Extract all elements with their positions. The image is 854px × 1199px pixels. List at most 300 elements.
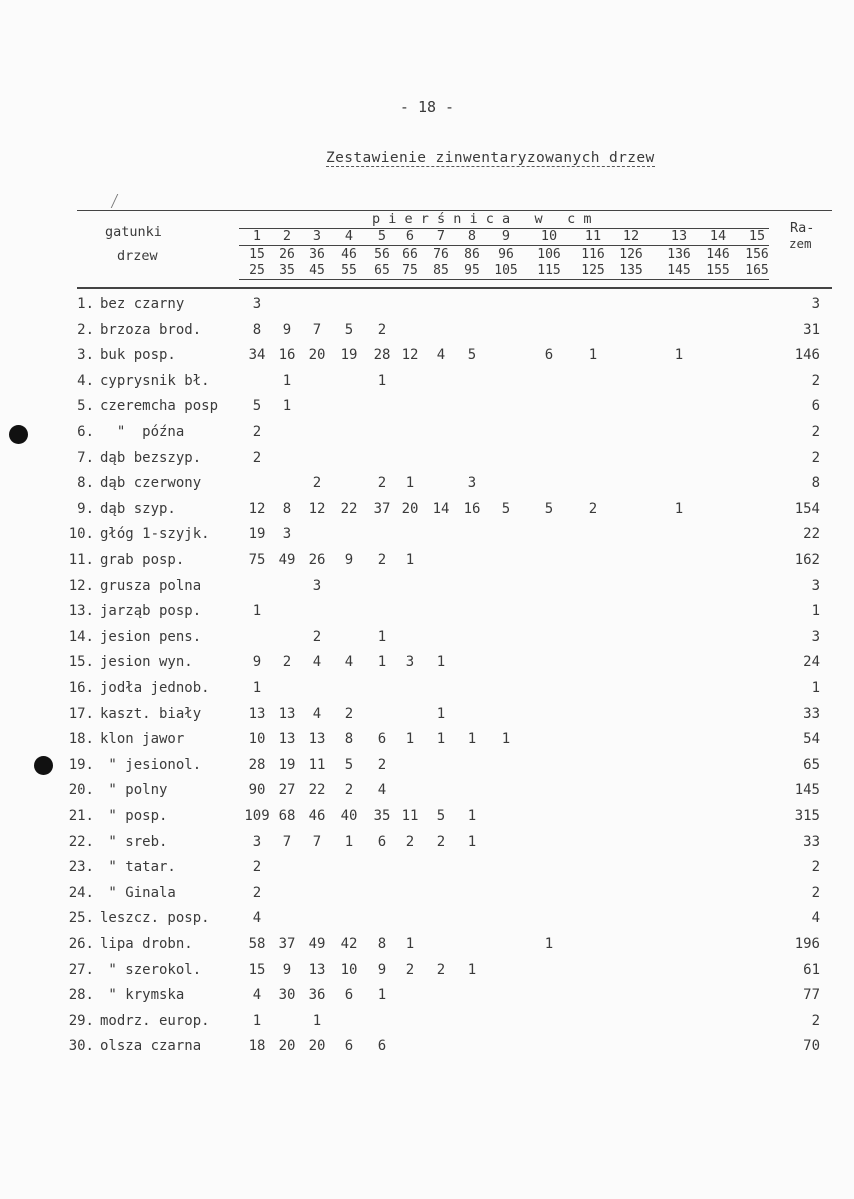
tree-count-cell: 2 <box>377 321 387 338</box>
row-number: 11. <box>68 552 94 568</box>
tree-count-cell: 46 <box>308 808 326 824</box>
tree-count-cell: 3 <box>282 526 292 543</box>
class-range-to: 165 <box>745 263 769 278</box>
class-range-from: 15 <box>249 247 265 262</box>
row-number: 2. <box>77 321 94 338</box>
tree-count-cell: 6 <box>344 987 354 1004</box>
tree-count-cell: 19 <box>340 347 358 364</box>
tree-count-cell: 1 <box>405 731 415 748</box>
tree-count-cell: 7 <box>282 833 292 850</box>
tree-count-cell: 2 <box>405 833 415 850</box>
tree-count-cell: 11 <box>308 756 326 773</box>
row-number: 10. <box>68 526 94 543</box>
tree-count-cell: 2 <box>588 500 598 517</box>
tree-count-cell: 1 <box>377 987 387 1004</box>
species-name: dąb czerwony <box>100 475 202 492</box>
total-header-line1: Ra- <box>790 220 815 236</box>
row-number: 24. <box>68 884 94 901</box>
row-total: 154 <box>794 500 820 517</box>
species-name: " Ginala <box>100 884 176 901</box>
class-number: 11 <box>584 228 602 244</box>
row-total: 6 <box>811 398 820 415</box>
tree-count-cell: 68 <box>278 808 296 824</box>
tree-count-cell: 1 <box>501 731 511 748</box>
tree-count-cell: 1 <box>252 603 262 620</box>
species-name: cyprysnik bł. <box>100 372 210 389</box>
tree-count-cell: 4 <box>252 910 262 927</box>
species-name: " posp. <box>100 808 168 824</box>
class-number: 12 <box>622 228 640 244</box>
tree-count-cell: 4 <box>377 782 387 799</box>
class-range-from: 146 <box>706 247 730 262</box>
species-name: " polny <box>100 782 168 799</box>
tree-count-cell: 27 <box>278 782 296 799</box>
row-total: 145 <box>794 782 820 799</box>
tree-count-cell: 9 <box>344 552 354 568</box>
tree-count-cell: 26 <box>308 552 326 568</box>
class-range-to: 125 <box>581 263 605 278</box>
tree-count-cell: 35 <box>373 808 391 824</box>
table-row <box>0 680 854 704</box>
tree-count-cell: 6 <box>377 1038 387 1055</box>
row-number: 16. <box>68 680 94 696</box>
tree-count-cell: 4 <box>252 987 262 1004</box>
row-number: 9. <box>77 500 94 517</box>
tree-count-cell: 5 <box>501 500 511 517</box>
species-name: grusza polna <box>100 577 202 594</box>
tree-count-cell: 109 <box>244 808 270 824</box>
row-number: 27. <box>68 961 94 978</box>
tree-count-cell: 13 <box>308 961 326 978</box>
row-number: 19. <box>68 756 94 773</box>
table-row <box>0 475 854 499</box>
class-range-to: 155 <box>706 263 730 278</box>
row-number: 12. <box>68 577 94 594</box>
row-number: 17. <box>68 705 94 722</box>
tree-count-cell: 2 <box>312 475 322 492</box>
species-name: jesion wyn. <box>100 654 193 671</box>
class-range-from: 106 <box>537 247 561 262</box>
tree-count-cell: 2 <box>344 705 354 722</box>
tree-count-cell: 1 <box>674 347 684 364</box>
table-row <box>0 347 854 371</box>
tree-count-cell: 30 <box>278 987 296 1004</box>
row-number: 23. <box>68 859 94 876</box>
tree-count-cell: 12 <box>248 500 266 517</box>
tree-count-cell: 1 <box>467 833 477 850</box>
row-total: 61 <box>803 961 820 978</box>
tree-count-cell: 18 <box>248 1038 266 1055</box>
class-number: 5 <box>377 228 387 244</box>
row-number: 14. <box>68 628 94 645</box>
document-title: Zestawienie zinwentaryzowanych drzew <box>326 150 655 166</box>
tree-count-cell: 2 <box>436 961 446 978</box>
tree-count-cell: 6 <box>377 731 387 748</box>
tree-count-cell: 5 <box>467 347 477 364</box>
tree-count-cell: 1 <box>377 628 387 645</box>
row-total: 54 <box>803 731 820 748</box>
tree-count-cell: 1 <box>282 398 292 415</box>
tree-count-cell: 8 <box>377 936 387 952</box>
tree-count-cell: 5 <box>544 500 554 517</box>
row-number: 20. <box>68 782 94 799</box>
row-number: 13. <box>68 603 94 620</box>
tree-count-cell: 90 <box>248 782 266 799</box>
row-number: 8. <box>77 475 94 492</box>
table-row <box>0 936 854 960</box>
species-name: klon jawor <box>100 731 185 748</box>
row-total: 3 <box>811 577 820 594</box>
tree-count-cell: 1 <box>405 936 415 952</box>
row-total: 1 <box>811 680 820 696</box>
class-number: 9 <box>501 228 511 244</box>
tree-count-cell: 4 <box>344 654 354 671</box>
tree-count-cell: 2 <box>377 475 387 492</box>
species-name: jesion pens. <box>100 628 202 645</box>
species-name: lipa drobn. <box>100 936 193 952</box>
row-number: 26. <box>68 936 94 952</box>
row-number: 29. <box>68 1012 94 1029</box>
tree-count-cell: 5 <box>436 808 446 824</box>
tree-count-cell: 3 <box>252 833 262 850</box>
tree-count-cell: 1 <box>436 705 446 722</box>
tree-count-cell: 3 <box>405 654 415 671</box>
row-total: 2 <box>811 449 820 466</box>
class-range-to: 115 <box>537 263 561 278</box>
row-number: 28. <box>68 987 94 1004</box>
table-row <box>0 501 854 525</box>
tree-count-cell: 1 <box>467 808 477 824</box>
table-row <box>0 1038 854 1062</box>
row-number: 6. <box>77 424 94 440</box>
row-total: 3 <box>811 628 820 645</box>
tree-count-cell: 4 <box>312 705 322 722</box>
species-name: " sreb. <box>100 833 168 850</box>
tree-count-cell: 1 <box>344 833 354 850</box>
table-row <box>0 782 854 806</box>
tree-count-cell: 40 <box>340 808 358 824</box>
row-number: 5. <box>77 398 94 415</box>
tree-count-cell: 2 <box>252 449 262 466</box>
row-total: 1 <box>811 603 820 620</box>
row-total: 24 <box>803 654 820 671</box>
row-total: 2 <box>811 1012 820 1029</box>
row-number: 21. <box>68 808 94 824</box>
tree-count-cell: 13 <box>248 705 266 722</box>
table-row <box>0 757 854 781</box>
tree-count-cell: 58 <box>248 936 266 952</box>
tree-count-cell: 2 <box>252 884 262 901</box>
tree-count-cell: 6 <box>377 833 387 850</box>
class-range-to: 45 <box>309 263 325 278</box>
table-row <box>0 398 854 422</box>
tree-count-cell: 13 <box>278 705 296 722</box>
tree-count-cell: 1 <box>467 961 477 978</box>
class-range-from: 96 <box>498 247 514 262</box>
tree-count-cell: 16 <box>463 500 481 517</box>
tree-count-cell: 34 <box>248 347 266 364</box>
class-range-from: 76 <box>433 247 449 262</box>
species-name: brzoza brod. <box>100 321 202 338</box>
tree-count-cell: 4 <box>436 347 446 364</box>
class-number: 2 <box>282 228 292 244</box>
tree-count-cell: 2 <box>252 424 262 440</box>
class-range-to: 105 <box>494 263 518 278</box>
tree-count-cell: 14 <box>432 500 450 517</box>
class-range-from: 26 <box>279 247 295 262</box>
tree-count-cell: 1 <box>436 654 446 671</box>
tree-count-cell: 1 <box>252 680 262 696</box>
tree-count-cell: 20 <box>308 1038 326 1055</box>
row-number: 25. <box>68 910 94 927</box>
binder-hole <box>9 425 28 444</box>
class-range-from: 86 <box>464 247 480 262</box>
row-total: 33 <box>803 705 820 722</box>
table-row <box>0 910 854 934</box>
tree-count-cell: 1 <box>674 500 684 517</box>
tree-count-cell: 8 <box>282 500 292 517</box>
tree-count-cell: 2 <box>282 654 292 671</box>
row-number: 18. <box>68 731 94 748</box>
class-range-from: 46 <box>341 247 357 262</box>
table-row <box>0 706 854 730</box>
species-name: buk posp. <box>100 347 176 364</box>
page-number: - 18 - <box>399 98 455 116</box>
table-row <box>0 654 854 678</box>
tree-count-cell: 19 <box>248 526 266 543</box>
table-row <box>0 296 854 320</box>
total-header-line2: zem <box>789 236 812 251</box>
tree-count-cell: 5 <box>252 398 262 415</box>
tree-count-cell: 20 <box>278 1038 296 1055</box>
row-total: 2 <box>811 884 820 901</box>
class-range-to: 35 <box>279 263 295 278</box>
table-row <box>0 808 854 832</box>
row-total: 4 <box>811 910 820 927</box>
tree-count-cell: 1 <box>282 372 292 389</box>
table-row <box>0 450 854 474</box>
class-range-from: 36 <box>309 247 325 262</box>
tree-count-cell: 11 <box>401 808 419 824</box>
row-total: 2 <box>811 859 820 876</box>
row-total: 33 <box>803 833 820 850</box>
row-number: 3. <box>77 347 94 364</box>
species-header-line1: gatunki <box>105 224 162 240</box>
tree-count-cell: 12 <box>401 347 419 364</box>
species-name: dąb bezszyp. <box>100 449 202 466</box>
tree-count-cell: 15 <box>248 961 266 978</box>
row-total: 162 <box>794 552 820 568</box>
tree-count-cell: 2 <box>436 833 446 850</box>
table-header-rule <box>77 287 832 289</box>
class-range-to: 75 <box>402 263 418 278</box>
tree-count-cell: 49 <box>308 936 326 952</box>
tree-count-cell: 4 <box>312 654 322 671</box>
tree-count-cell: 5 <box>344 756 354 773</box>
row-total: 3 <box>811 296 820 312</box>
tree-count-cell: 1 <box>588 347 598 364</box>
table-row <box>0 373 854 397</box>
species-name: głóg 1-szyjk. <box>100 526 210 543</box>
tree-count-cell: 22 <box>340 500 358 517</box>
row-number: 4. <box>77 372 94 389</box>
row-total: 8 <box>811 475 820 492</box>
tree-count-cell: 3 <box>312 577 322 594</box>
tree-count-cell: 10 <box>248 731 266 748</box>
tree-count-cell: 1 <box>377 654 387 671</box>
table-row <box>0 526 854 550</box>
tree-count-cell: 1 <box>467 731 477 748</box>
row-number: 15. <box>68 654 94 671</box>
table-row <box>0 859 854 883</box>
tree-count-cell: 9 <box>377 961 387 978</box>
class-number: 8 <box>467 228 477 244</box>
row-total: 70 <box>803 1038 820 1055</box>
tree-count-cell: 49 <box>278 552 296 568</box>
table-row <box>0 322 854 346</box>
class-number: 1 <box>252 228 262 244</box>
tree-count-cell: 9 <box>252 654 262 671</box>
tree-count-cell: 1 <box>377 372 387 389</box>
tree-count-cell: 8 <box>252 321 262 338</box>
tree-count-cell: 2 <box>344 782 354 799</box>
species-name: " jesionol. <box>100 756 202 773</box>
table-row <box>0 424 854 448</box>
row-total: 2 <box>811 424 820 440</box>
class-number: 13 <box>670 228 688 244</box>
table-row <box>0 987 854 1011</box>
tree-count-cell: 2 <box>377 552 387 568</box>
row-number: 30. <box>68 1038 94 1055</box>
species-header-line2: drzew <box>117 248 158 264</box>
tree-count-cell: 37 <box>278 936 296 952</box>
table-row <box>0 578 854 602</box>
tree-count-cell: 22 <box>308 782 326 799</box>
class-range-from: 116 <box>581 247 605 262</box>
class-range-from: 126 <box>619 247 643 262</box>
row-number: 22. <box>68 833 94 850</box>
class-range-to: 145 <box>667 263 691 278</box>
tree-count-cell: 2 <box>405 961 415 978</box>
tree-count-cell: 10 <box>340 961 358 978</box>
species-name: " szerokol. <box>100 961 202 978</box>
table-row <box>0 552 854 576</box>
row-total: 22 <box>803 526 820 543</box>
row-total: 65 <box>803 756 820 773</box>
table-row <box>0 885 854 909</box>
tree-count-cell: 20 <box>401 500 419 517</box>
species-name: czeremcha posp <box>100 398 219 415</box>
table-row <box>0 629 854 653</box>
diameter-group-header: p i e r ś n i c a w c m <box>372 211 592 227</box>
table-row <box>0 1013 854 1037</box>
class-number: 7 <box>436 228 446 244</box>
class-range-from: 56 <box>374 247 390 262</box>
class-range-rule <box>239 279 769 280</box>
tree-count-cell: 28 <box>248 756 266 773</box>
species-name: leszcz. posp. <box>100 910 210 927</box>
species-name: bez czarny <box>100 296 185 312</box>
tree-count-cell: 16 <box>278 347 296 364</box>
class-number: 4 <box>344 228 354 244</box>
tree-count-cell: 1 <box>544 936 554 952</box>
tree-count-cell: 7 <box>312 833 322 850</box>
tree-count-cell: 13 <box>278 731 296 748</box>
class-range-to: 135 <box>619 263 643 278</box>
tree-count-cell: 20 <box>308 347 326 364</box>
class-number: 14 <box>709 228 727 244</box>
tree-count-cell: 1 <box>436 731 446 748</box>
class-range-to: 65 <box>374 263 390 278</box>
tree-count-cell: 19 <box>278 756 296 773</box>
tree-count-cell: 2 <box>312 628 322 645</box>
species-name: modrz. europ. <box>100 1012 210 1029</box>
tree-count-cell: 42 <box>340 936 358 952</box>
class-range-to: 25 <box>249 263 265 278</box>
class-range-to: 85 <box>433 263 449 278</box>
table-row <box>0 962 854 986</box>
tree-count-cell: 28 <box>373 347 391 364</box>
tree-count-cell: 12 <box>308 500 326 517</box>
species-name: olsza czarna <box>100 1038 202 1055</box>
tree-count-cell: 1 <box>312 1012 322 1029</box>
class-number: 3 <box>312 228 322 244</box>
row-total: 2 <box>811 372 820 389</box>
table-row <box>0 834 854 858</box>
class-number: 15 <box>748 228 766 244</box>
table-row <box>0 731 854 755</box>
row-number: 7. <box>77 449 94 466</box>
tree-count-cell: 5 <box>344 321 354 338</box>
tree-count-cell: 6 <box>344 1038 354 1055</box>
class-range-from: 66 <box>402 247 418 262</box>
tree-count-cell: 9 <box>282 961 292 978</box>
row-total: 315 <box>794 808 820 824</box>
row-total: 31 <box>803 321 820 338</box>
tree-count-cell: 7 <box>312 321 322 338</box>
table-row <box>0 603 854 627</box>
species-name: jarząb posp. <box>100 603 202 620</box>
tree-count-cell: 1 <box>252 1012 262 1029</box>
pen-mark <box>111 194 123 208</box>
tree-count-cell: 1 <box>405 475 415 492</box>
class-range-to: 55 <box>341 263 357 278</box>
species-name: kaszt. biały <box>100 705 202 722</box>
row-total: 77 <box>803 987 820 1004</box>
tree-count-cell: 3 <box>467 475 477 492</box>
class-number: 6 <box>405 228 415 244</box>
tree-count-cell: 75 <box>248 552 266 568</box>
species-name: jodła jednob. <box>100 680 210 696</box>
tree-count-cell: 3 <box>252 296 262 312</box>
tree-count-cell: 2 <box>377 756 387 773</box>
binder-hole <box>34 756 53 775</box>
species-name: " tatar. <box>100 859 176 876</box>
tree-count-cell: 6 <box>544 347 554 364</box>
tree-count-cell: 8 <box>344 731 354 748</box>
class-number-rule <box>239 245 769 246</box>
species-name: " krymska <box>100 987 185 1004</box>
tree-count-cell: 36 <box>308 987 326 1004</box>
tree-count-cell: 1 <box>405 552 415 568</box>
class-range-from: 136 <box>667 247 691 262</box>
species-name: dąb szyp. <box>100 500 176 517</box>
class-range-from: 156 <box>745 247 769 262</box>
class-range-to: 95 <box>464 263 480 278</box>
species-name: grab posp. <box>100 552 185 568</box>
tree-count-cell: 2 <box>252 859 262 876</box>
class-number: 10 <box>540 228 558 244</box>
